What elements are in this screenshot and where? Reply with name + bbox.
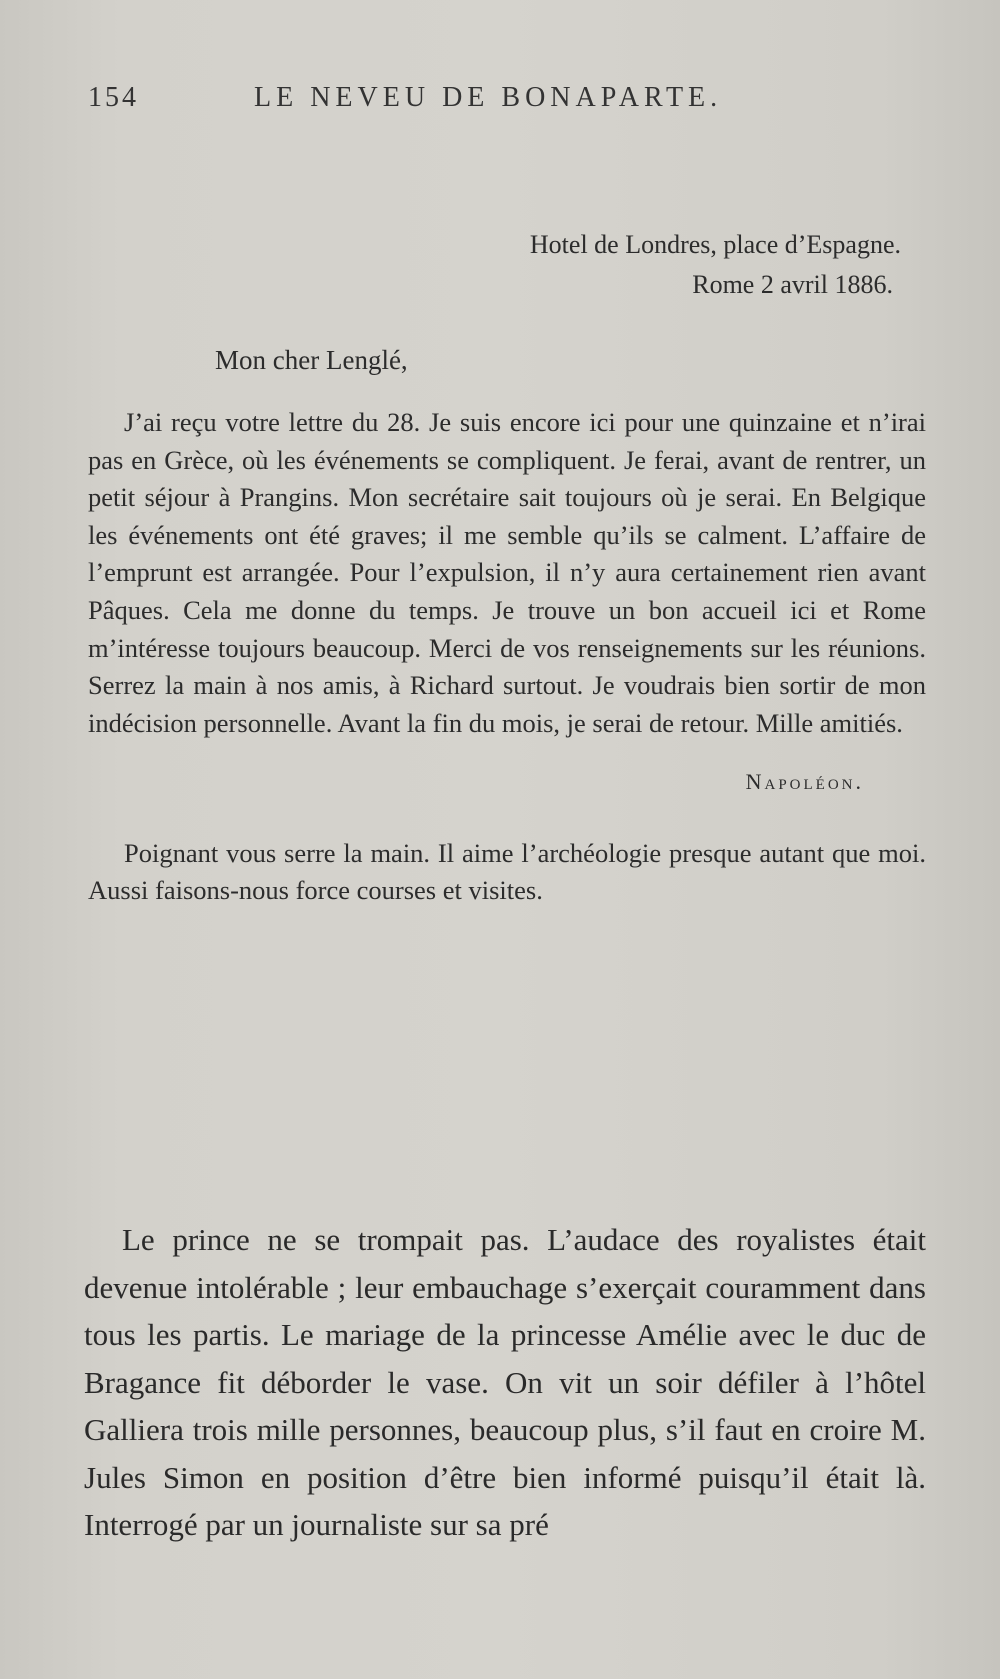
letter-date: Rome 2 avril 1886. bbox=[692, 270, 893, 299]
letter-salutation: Mon cher Lenglé, bbox=[215, 345, 408, 375]
letter bbox=[88, 225, 926, 937]
letter-postscript: Poignant vous serre la main. Il aime l’archéologie presque autant que moi. Aussi faisons-nous force courses et visites. bbox=[88, 837, 926, 906]
letter-signature: Napoléon. bbox=[745, 768, 864, 794]
narrative-paragraph: Le prince ne se trompait pas. L’audace des royalistes était devenue intolérable ; leur embauchage s’exerçait couramment dans tous les partis. Le mariage de la princesse Amélie avec le duc de Bragance fit déborder le vase. On vit un soir défiler à l’hôtel Galliera trois mille personnes, beaucoup plus, s’il faut en croire M. Jules Simon en position d’être bien informé puisqu’il était là. Interrogé par un journaliste sur sa pré bbox=[84, 1222, 926, 1542]
running-title: LE NEVEU DE BONAPARTE. bbox=[254, 82, 723, 113]
address-line: Hotel de Londres, place d’Espagne. bbox=[529, 230, 901, 259]
letter-address bbox=[88, 225, 926, 305]
letter-body: J’ai reçu votre lettre du 28. Je suis encore ici pour une quinzaine et n’irai pas en Grèce, où les événements se compliquent. Je ferai, avant de rentrer, un petit séjour à Prangins. Mon secrétaire sait toujours où je serai. En Belgique les événements ont été graves; il me semble qu’ils se calment. L’affaire de l’emprunt est arrangée. Pour l’expulsion, il n’y aura certainement rien avant Pâques. Cela me donne du temps. Je trouve un bon accueil ici et Rome m’intéresse toujours beaucoup. Merci de vos renseignements sur les réunions. Serrez la main à nos amis, à Richard surtout. Je voudrais bien sortir de mon indécision personnelle. Avant la fin du mois, je serai de retour. Mille amitiés. bbox=[88, 407, 926, 738]
page-number: 154 bbox=[88, 82, 139, 113]
running-head bbox=[88, 82, 788, 122]
